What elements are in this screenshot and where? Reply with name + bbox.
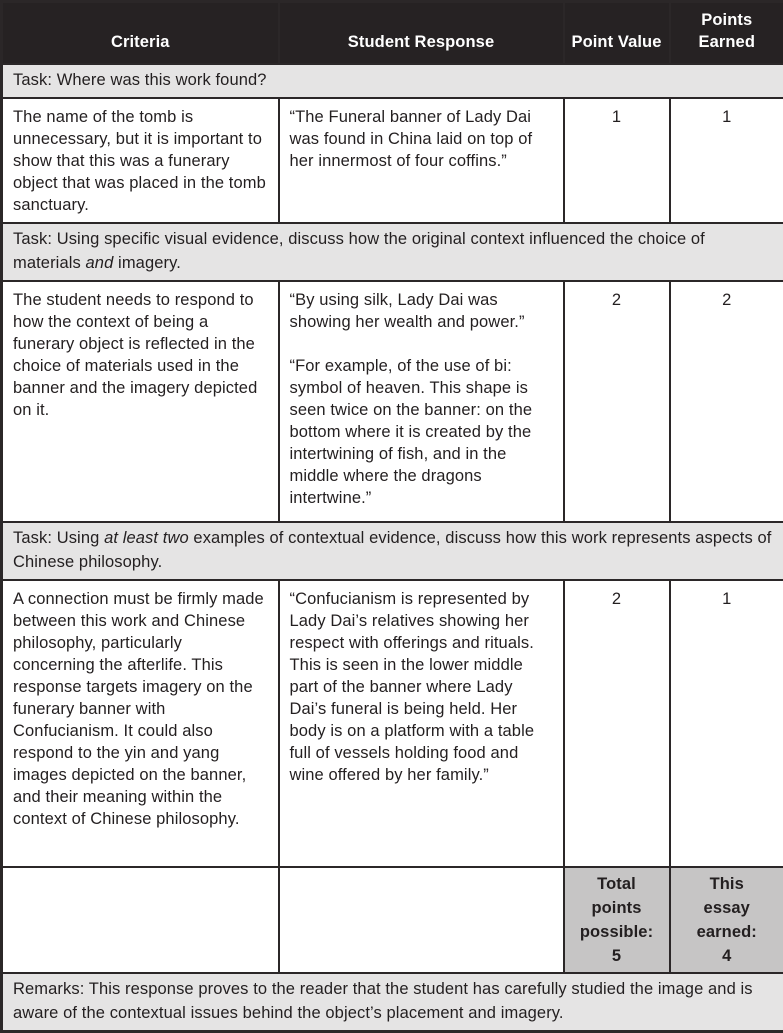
task-text-end: examples of contextual evidence, discuss how this work represents aspects of Chinese philosophy. <box>13 529 771 571</box>
total-points-possible-value: 5 <box>567 944 667 968</box>
total-points-possible-label: Total points possible: <box>576 872 658 944</box>
header-student-response: Student Response <box>279 2 564 64</box>
header-point-value: Point Value <box>564 2 670 64</box>
response-cell <box>279 281 564 522</box>
point-value-cell: 1 <box>564 98 670 223</box>
totals-row <box>2 867 783 973</box>
empty-criteria-cell <box>2 867 279 973</box>
response-text: “The Funeral banner of Lady Dai was found in China laid on top of her innermost of four coffins.” <box>290 106 553 172</box>
task-text-end: imagery. <box>113 254 181 272</box>
task-banner-3 <box>2 522 783 580</box>
criteria-cell <box>2 580 279 867</box>
empty-response-cell <box>279 867 564 973</box>
task-row-3 <box>2 522 783 580</box>
table-row-1 <box>2 98 783 223</box>
essay-earned-label: This essay earned: <box>686 872 768 944</box>
points-earned-cell: 1 <box>670 98 783 223</box>
criteria-cell <box>2 281 279 522</box>
remarks-text: Remarks: This response proves to the reader that the student has carefully studied the image and is aware of the contextual issues behind the object’s placement and imagery. <box>13 980 753 1022</box>
points-earned-cell: 1 <box>670 580 783 867</box>
task-banner-2 <box>2 223 783 281</box>
criteria-text: The student needs to respond to how the context of being a funerary object is reflected in the choice of materials used in the banner and the imagery depicted on it. <box>13 289 268 421</box>
task-row-1 <box>2 64 783 98</box>
total-points-possible-cell <box>564 867 670 973</box>
response-cell <box>279 98 564 223</box>
point-value-cell: 2 <box>564 281 670 522</box>
task-text-italic: at least two <box>104 529 189 547</box>
essay-earned-cell <box>670 867 783 973</box>
criteria-cell <box>2 98 279 223</box>
header-points-earned: Points Earned <box>670 2 783 64</box>
task-text: Task: Using <box>13 529 104 547</box>
criteria-text: The name of the tomb is unnecessary, but it is important to show that this was a funerary object that was placed in the tomb sanctuary. <box>13 106 268 216</box>
response-cell <box>279 580 564 867</box>
response-text-2: “For example, of the use of bi: symbol of heaven. This shape is seen twice on the banner: on the bottom where it is created by the intertwining of fish, and in the middle where the dragons intertwine.” <box>290 355 553 509</box>
header-row <box>2 2 783 64</box>
task-text-italic: and <box>86 254 114 272</box>
task-banner-1 <box>2 64 783 98</box>
task-text: Task: Where was this work found? <box>13 71 267 89</box>
points-earned-cell: 2 <box>670 281 783 522</box>
response-text: “Confucianism is represented by Lady Dai’s relatives showing her respect with offerings and rituals. This is seen in the lower middle part of the banner where Lady Dai’s funeral is being held. Her body is on a platform with a table full of vessels holding food and wine offered by her family.” <box>290 588 553 786</box>
task-row-2 <box>2 223 783 281</box>
task-text: Task: Using specific visual evidence, discuss how the original context influenced the choice of materials <box>13 230 705 272</box>
essay-earned-value: 4 <box>673 944 782 968</box>
table-row-3 <box>2 580 783 867</box>
remarks-banner <box>2 973 783 1032</box>
table-row-2 <box>2 281 783 522</box>
criteria-text: A connection must be firmly made between this work and Chinese philosophy, particularly concerning the afterlife. This response targets imagery on the funerary banner with Confucianism. It could also respond to the yin and yang images depicted on the banner, and their meaning within the context of Chinese philosophy. <box>13 588 268 830</box>
header-criteria: Criteria <box>2 2 279 64</box>
remarks-row <box>2 973 783 1032</box>
point-value-cell: 2 <box>564 580 670 867</box>
response-text: “By using silk, Lady Dai was showing her wealth and power.” <box>290 289 553 333</box>
